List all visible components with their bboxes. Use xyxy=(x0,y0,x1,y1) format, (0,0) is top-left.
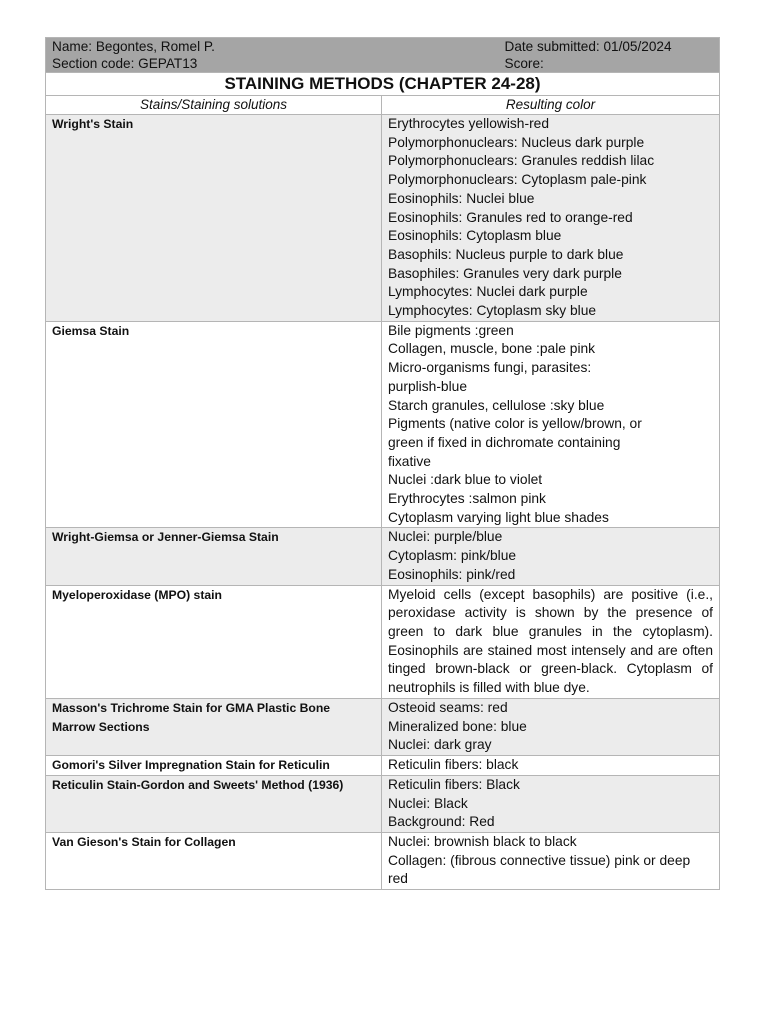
resulting-color: Reticulin fibers: black xyxy=(382,755,720,775)
column-header-stains: Stains/Staining solutions xyxy=(46,96,382,115)
resulting-color: Myeloid cells (except basophils) are positive (i.e., peroxidase activity is shown by the presence of green to dark blue granules in the cytoplasm). Eosinophils are stained most intensely and are often tinged brown-black or green-black. Cytoplasm of neutrophils is filled with blue dye. xyxy=(382,585,720,698)
student-name: Name: Begontes, Romel P. xyxy=(52,39,215,54)
table-row xyxy=(46,775,720,832)
table-row xyxy=(46,755,720,775)
table-row xyxy=(46,585,720,698)
stain-name: Reticulin Stain-Gordon and Sweets' Method (1936) xyxy=(46,775,382,832)
resulting-color: Bile pigments :green Collagen, muscle, bone :pale pink Micro-organisms fungi, parasites: purplish-blue Starch granules, cellulose :sky blue Pigments (native color is yellow/brown, or green if fixed in dichromate containing fixative Nuclei :dark blue to violet Erythrocytes :salmon pink Cytoplasm varying light blue shades xyxy=(382,321,720,528)
date-submitted: Date submitted: 01/05/2024 xyxy=(504,39,672,54)
column-headers xyxy=(46,96,720,115)
table-row xyxy=(46,115,720,322)
column-header-color: Resulting color xyxy=(382,96,720,115)
resulting-color: Nuclei: brownish black to black Collagen: (fibrous connective tissue) pink or deep red xyxy=(382,833,720,890)
table-row xyxy=(46,698,720,755)
stain-name: Masson's Trichrome Stain for GMA Plastic Bone Marrow Sections xyxy=(46,698,382,755)
page-title: STAINING METHODS (CHAPTER 24-28) xyxy=(46,73,720,96)
stain-name: Myeloperoxidase (MPO) stain xyxy=(46,585,382,698)
staining-table xyxy=(45,37,720,890)
table-row xyxy=(46,528,720,585)
stain-name: Giemsa Stain xyxy=(46,321,382,528)
table-row xyxy=(46,833,720,890)
score: Score: xyxy=(504,56,544,71)
table-row xyxy=(46,321,720,528)
resulting-color: Reticulin fibers: Black Nuclei: Black Background: Red xyxy=(382,775,720,832)
section-code: Section code: GEPAT13 xyxy=(52,56,198,71)
stain-name: Van Gieson's Stain for Collagen xyxy=(46,833,382,890)
resulting-color: Erythrocytes yellowish-red Polymorphonuclears: Nucleus dark purple Polymorphonuclears: Granules reddish lilac Polymorphonuclears: Cytoplasm pale-pink Eosinophils: Nuclei blue Eosinophils: Granules red to orange-red Eosinophils: Cytoplasm blue Basophils: Nucleus purple to dark blue Basophiles: Granules very dark purple Lymphocytes: Nuclei dark purple Lymphocytes: Cytoplasm sky blue xyxy=(382,115,720,322)
document-sheet xyxy=(45,37,719,890)
stain-name: Gomori's Silver Impregnation Stain for Reticulin xyxy=(46,755,382,775)
resulting-color: Nuclei: purple/blue Cytoplasm: pink/blue Eosinophils: pink/red xyxy=(382,528,720,585)
resulting-color: Osteoid seams: red Mineralized bone: blue Nuclei: dark gray xyxy=(382,698,720,755)
stain-name: Wright's Stain xyxy=(46,115,382,322)
stain-name: Wright-Giemsa or Jenner-Giemsa Stain xyxy=(46,528,382,585)
student-info-header xyxy=(46,38,720,73)
